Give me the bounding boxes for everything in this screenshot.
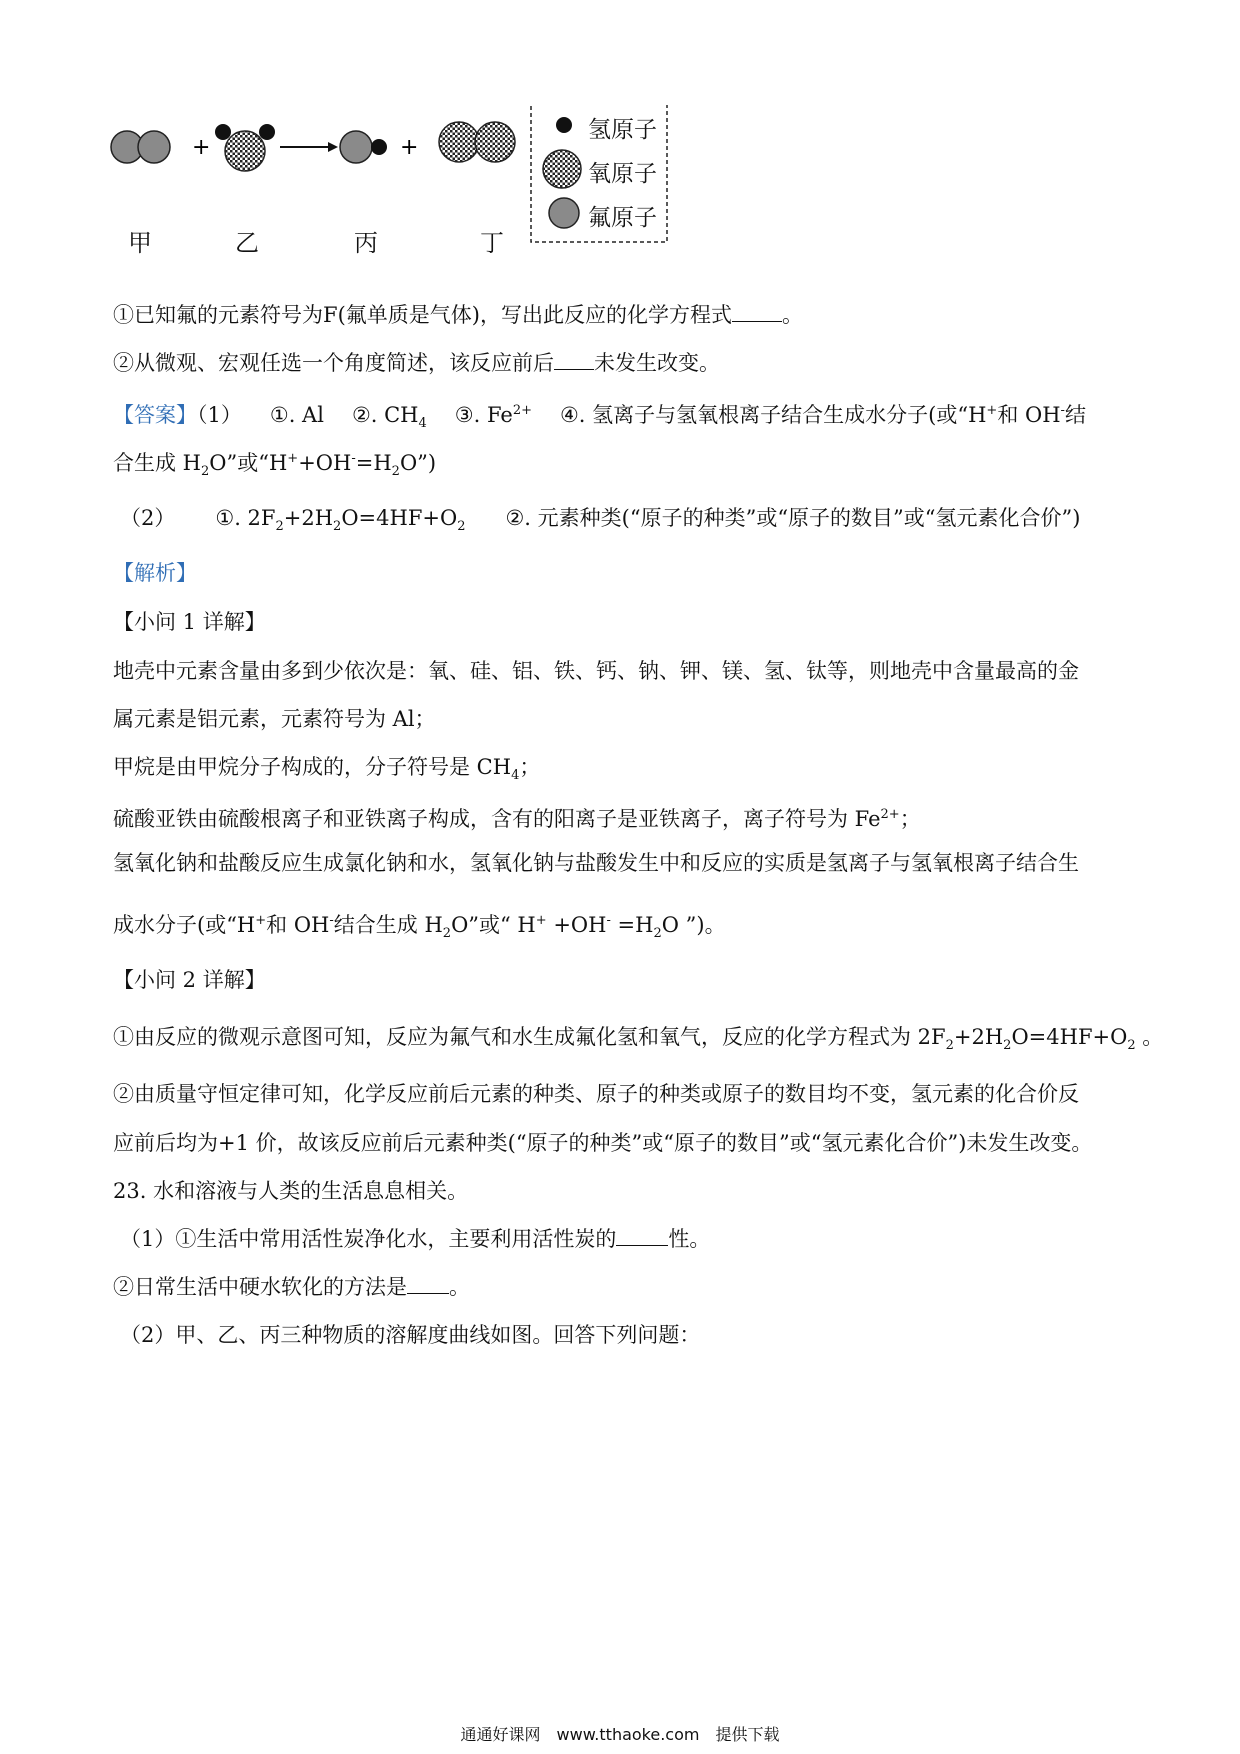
reaction-svg (110, 105, 760, 275)
label-jia: 甲 (128, 229, 152, 257)
question-23-3: （2）甲、乙、丙三种物质的溶解度曲线如图。回答下列问题： (120, 1323, 701, 1347)
answer-line-2: 合生成 $H_2O$”或“$H^++OH^-=H_2O$”) (113, 451, 437, 480)
analysis-line-3: 甲烷是由甲烷分子构成的，分子符号是 $CH_4$； (113, 755, 541, 784)
reaction-diagram (110, 105, 760, 275)
section-2-title: 【小问 2 详解】 (113, 968, 266, 992)
analysis-line-6: 成水分子(或“H+和 OH-结合生成 $H_2O$”或“ $H^+ +OH^- =H_2O$ ”)。 (113, 913, 726, 942)
analysis-2-line-1: ①由反应的微观示意图可知，反应为氟气和水生成氟化氢和氧气，反应的化学方程式为 $2F_2+2H_2O=4HF+O_2$ 。 (113, 1025, 1164, 1054)
question-2-2: ②从微观、宏观任选一个角度简述，该反应前后 未发生改变。 (113, 351, 720, 375)
analysis-line-1: 地壳中元素含量由多到少依次是：氧、硅、铝、铁、钙、钠、钾、镁、氢、钛等，则地壳中含量最高的金 (113, 659, 1079, 683)
answer-line-3: （2） ①. $2F_2+2H_2O=4HF+O_2$ ②. 元素种类(“原子的种类”或“原子的数目”或“氢元素化合价”) (120, 506, 1081, 535)
reaction-arrow (280, 142, 338, 152)
question-23-title: 23. 水和溶液与人类的生活息息相关。 (113, 1179, 469, 1203)
analysis-line-5: 氢氧化钠和盐酸反应生成氯化钠和水，氢氧化钠与盐酸发生中和反应的实质是氢离子与氢氧根离子结合生 (113, 851, 1079, 875)
answer-tag: 【答案】 (113, 403, 197, 427)
footer-watermark: 通通好课网 www.tthaoke.com 提供下载 (460, 1725, 780, 1744)
legend-hydrogen-dot (556, 117, 572, 133)
analysis-line-2: 属元素是铝元素，元素符号为 Al； (113, 707, 436, 731)
label-bing: 丙 (354, 229, 378, 257)
answer-blank (407, 1275, 449, 1294)
legend-oxygen-label: 氧原子 (588, 161, 657, 187)
question-2-1: ①已知氟的元素符号为F(氟单质是气体)，写出此反应的化学方程式 。 (113, 303, 803, 327)
legend-fluorine-label: 氟原子 (588, 205, 657, 231)
analysis-2-line-3: 应前后均为+1 价，故该反应前后元素种类(“原子的种类”或“原子的数目”或“氢元素化合价”)未发生改变。 (113, 1131, 1093, 1155)
answer-blank (732, 303, 782, 322)
analysis-line-4: 硫酸亚铁由硫酸根离子和亚铁离子构成，含有的阳离子是亚铁离子，离子符号为 $Fe^{2+}$； (113, 807, 921, 831)
legend-fluorine-dot (549, 198, 579, 228)
answer-blank (554, 351, 594, 370)
analysis-tag: 【解析】 (113, 561, 197, 585)
label-ding: 丁 (480, 229, 504, 257)
analysis-2-line-2: ②由质量守恒定律可知，化学反应前后元素的种类、原子的种类或原子的数目均不变，氢元素的化合价反 (113, 1082, 1079, 1106)
legend-hydrogen-label: 氢原子 (588, 117, 657, 143)
plus-sign-2: + (400, 135, 419, 160)
label-yi: 乙 (235, 229, 259, 257)
answer-line-1: 【答案】（1） ①. Al ②. $CH_4$ ③. $Fe^{2+}$ ④. 氢离子与氢氧根离子结合生成水分子(或“H+和 OH-结 (113, 403, 1086, 432)
molecule-ding (439, 122, 515, 162)
molecule-bing (340, 131, 387, 163)
answer-blank (616, 1227, 668, 1246)
legend-oxygen-dot (543, 150, 581, 188)
question-23-1: （1）①生活中常用活性炭净化水，主要利用活性炭的 性。 (120, 1227, 711, 1251)
molecule-yi (215, 124, 275, 171)
molecule-jia (111, 131, 170, 163)
question-23-2: ②日常生活中硬水软化的方法是 。 (113, 1275, 470, 1299)
section-1-title: 【小问 1 详解】 (113, 610, 266, 634)
plus-sign-1: + (192, 135, 211, 160)
